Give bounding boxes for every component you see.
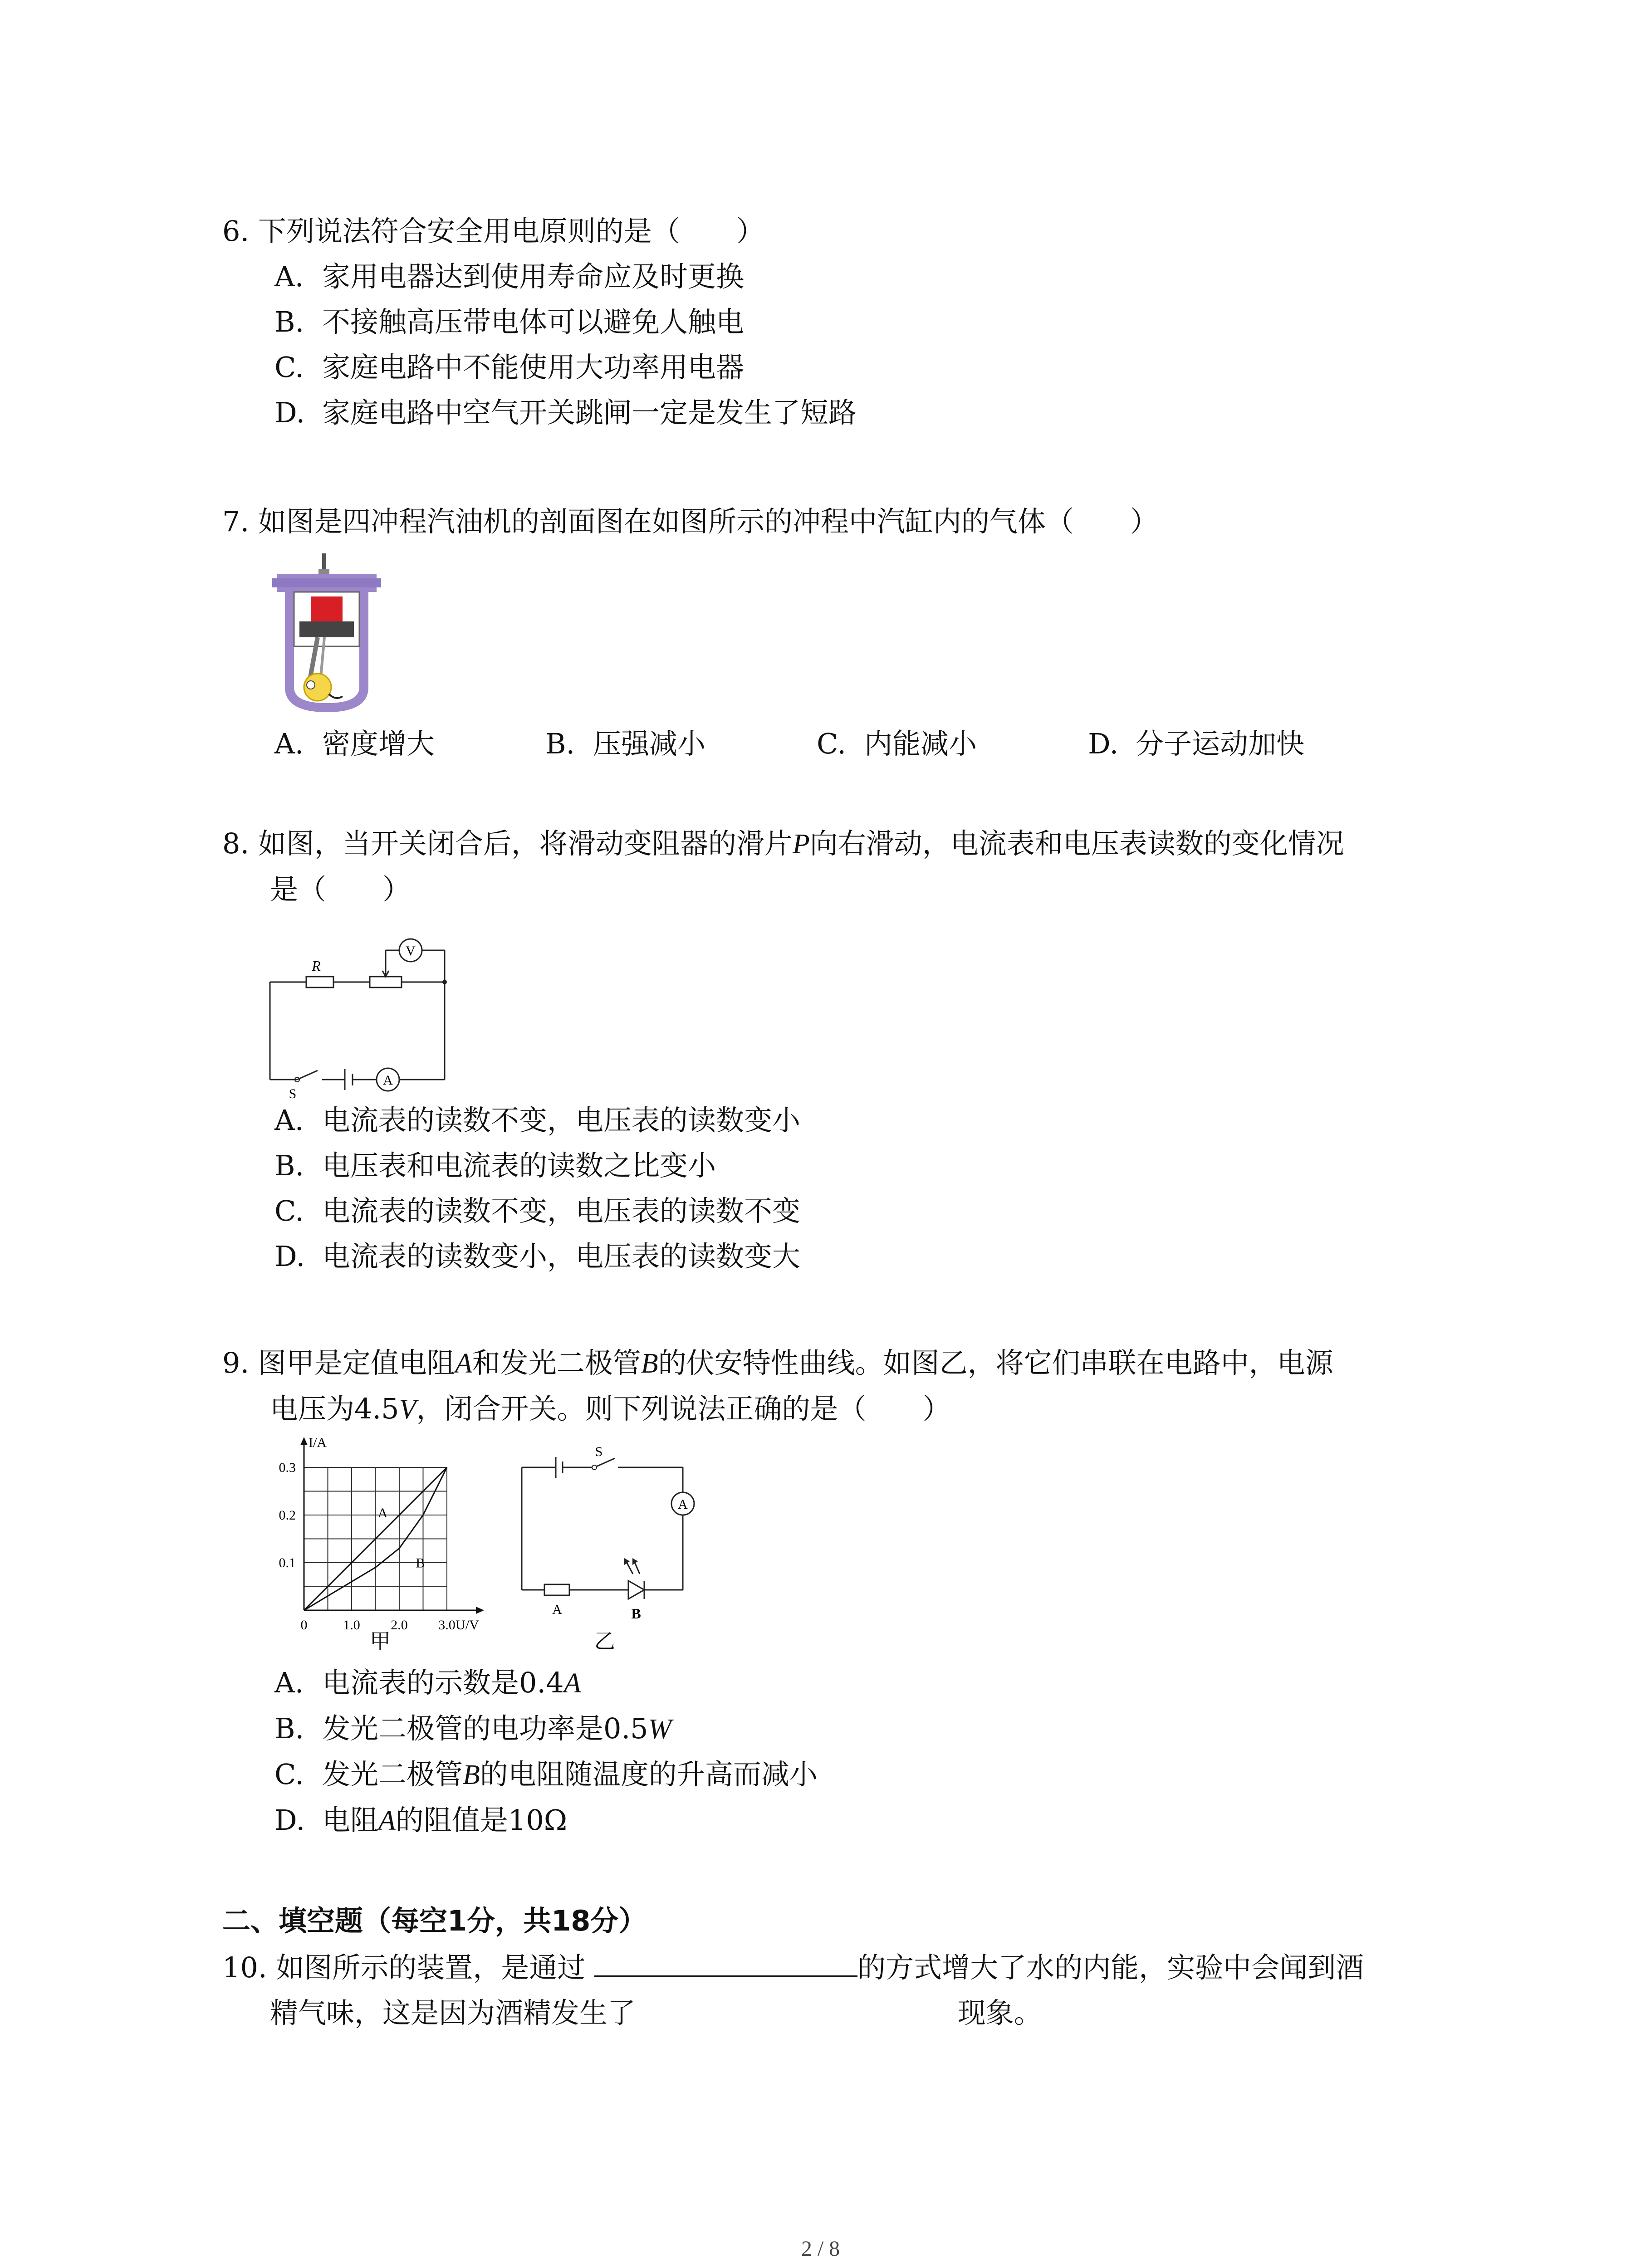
question-number: 6. <box>222 215 250 248</box>
question-7 <box>222 499 1465 544</box>
question-10-line-2: 精气味，这是因为酒精发生了 现象。 <box>270 1996 1042 2029</box>
option-a[interactable]: A. 家用电器达到使用寿命应及时更换 <box>274 260 745 293</box>
question-text: 下列说法符合安全用电原则的是（ ） <box>258 215 764 248</box>
section-title: 二、填空题（每空1分，共18分） <box>222 1904 647 1937</box>
question-10 <box>222 1944 1465 2036</box>
switch-label: S <box>595 1444 603 1459</box>
question-6 <box>222 209 1465 435</box>
option-d[interactable]: D. 电阻A的阻值是10Ω <box>274 1804 568 1837</box>
question-6-stem <box>222 209 1465 254</box>
x-axis-label: U/V <box>456 1618 479 1633</box>
x-tick-label: 1.0 <box>343 1618 360 1633</box>
question-number: 9. <box>222 1346 250 1379</box>
question-number: 10. <box>222 1951 267 1984</box>
option-d[interactable]: D. 分子运动加快 <box>1088 727 1305 760</box>
question-9-stem: 9. 图甲是定值电阻A和发光二极管B的伏安特性曲线。如图乙，将它们串联在电路中，电源 <box>222 1346 1333 1379</box>
y-axis-arrow <box>300 1437 308 1445</box>
question-10-line-1: 10. 如图所示的装置，是通过 的方式增大了水的内能，实验中会闻到酒 <box>222 1944 1465 1990</box>
option-b[interactable]: B. 不接触高压带电体可以避免人触电 <box>274 305 745 338</box>
switch-label: S <box>289 1086 297 1100</box>
question-9 <box>222 1340 1465 1432</box>
diode-label: B <box>631 1605 641 1622</box>
variable-p: P <box>792 829 810 860</box>
answer-blank-1[interactable] <box>594 1944 857 1977</box>
option-b[interactable]: B. 发光二极管的电功率是0.5W <box>274 1712 672 1745</box>
option-c[interactable]: C. 内能减小 <box>817 727 977 760</box>
y-tick-label: 0.3 <box>279 1460 296 1475</box>
question-text: 如图是四冲程汽油机的剖面图在如图所示的冲程中汽缸内的气体（ ） <box>258 505 1158 538</box>
option-a[interactable]: A. 电流表的示数是0.4A <box>274 1666 581 1699</box>
y-tick-label: 0.1 <box>279 1555 296 1570</box>
x-axis-arrow <box>476 1607 484 1614</box>
series-label-b: B <box>416 1555 425 1571</box>
option-b[interactable]: B. 电压表和电流表的读数之比变小 <box>274 1149 716 1182</box>
series-label-a: A <box>377 1505 388 1520</box>
option-d[interactable]: D. 电流表的读数变小，电压表的读数变大 <box>274 1240 801 1273</box>
question-8-stem-continued: 是（ ） <box>270 873 411 906</box>
y-axis-label: I/A <box>309 1435 327 1450</box>
series-circuit-diagram <box>517 1438 699 1642</box>
graph-caption: 甲 <box>370 1629 391 1653</box>
page-number: 2 / 8 <box>801 2237 840 2261</box>
ammeter-label: A <box>383 1073 393 1088</box>
x-tick-label: 0 <box>300 1618 308 1633</box>
x-tick-label: 2.0 <box>391 1618 408 1633</box>
option-c[interactable]: C. 发光二极管B的电阻随温度的升高而减小 <box>274 1758 818 1791</box>
question-8-options <box>222 1098 1465 1279</box>
question-7-options <box>222 721 1465 767</box>
question-7-stem <box>222 499 1465 544</box>
question-number: 7. <box>222 505 250 538</box>
chart-labels <box>279 1435 480 1633</box>
engine-cross-section-figure <box>268 551 386 719</box>
question-9-options <box>222 1660 1465 1843</box>
option-b[interactable]: B. 压强减小 <box>545 727 706 760</box>
question-8-stem: 8. 如图，当开关闭合后，将滑动变阻器的滑片P向右滑动，电流表和电压表读数的变化情况 <box>222 827 1344 860</box>
iv-characteristic-chart <box>254 1429 508 1642</box>
question-9-stem-continued: 电压为4.5V，闭合开关。则下列说法正确的是（ ） <box>270 1392 951 1425</box>
options-row <box>222 721 1465 767</box>
option-c[interactable]: C. 家庭电路中不能使用大功率用电器 <box>274 351 745 384</box>
x-tick-label: 3.0 <box>438 1618 456 1633</box>
resistor-label: R <box>312 958 321 974</box>
option-c[interactable]: C. 电流表的读数不变，电压表的读数不变 <box>274 1194 801 1227</box>
circuit-caption: 乙 <box>594 1629 615 1653</box>
ammeter-label: A <box>678 1497 688 1512</box>
option-d[interactable]: D. 家庭电路中空气开关跳闸一定是发生了短路 <box>274 396 857 429</box>
option-a[interactable]: A. 密度增大 <box>274 727 435 760</box>
y-tick-label: 0.2 <box>279 1508 296 1523</box>
voltmeter-label: V <box>406 943 416 958</box>
resistor-label: A <box>552 1602 562 1617</box>
option-a[interactable]: A. 电流表的读数不变，电压表的读数变小 <box>274 1104 801 1137</box>
question-8 <box>222 821 1465 912</box>
slider-circuit-diagram <box>265 919 456 1100</box>
question-number: 8. <box>222 827 250 860</box>
